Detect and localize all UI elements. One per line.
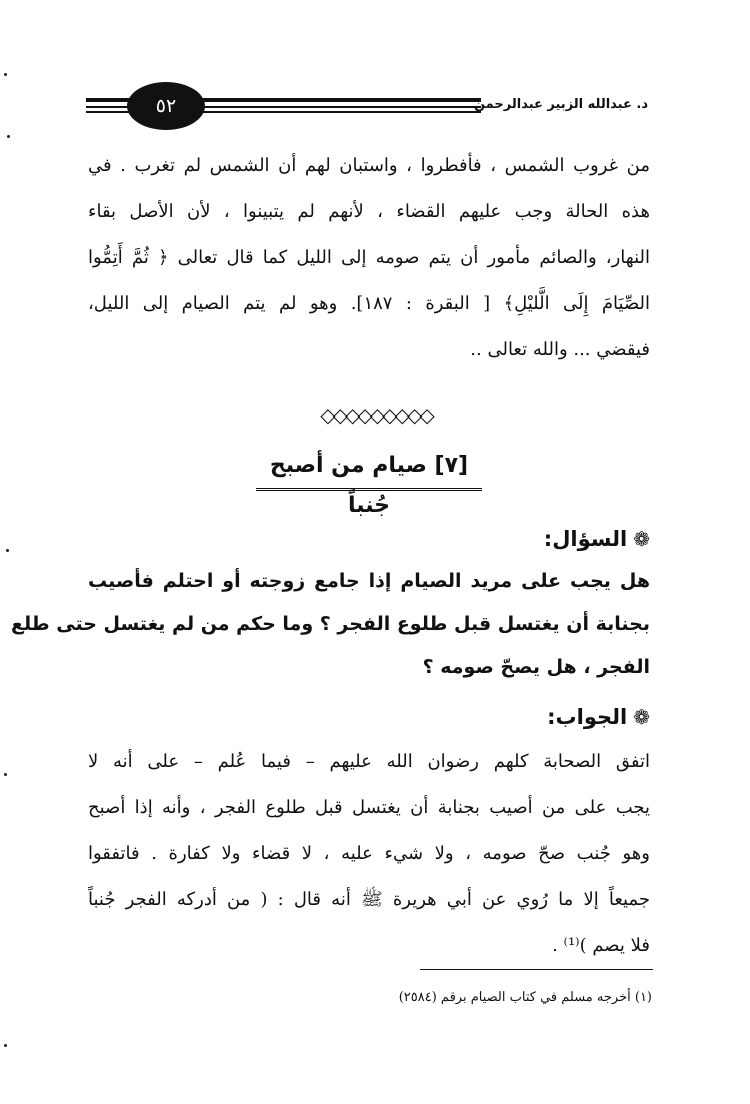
footnote: (١) أخرجه مسلم في كتاب الصيام برقم (٢٥٨٤) [398,990,652,1005]
section-title: [٧] صيام من أصبح جُنباً [256,446,482,491]
section-divider-ornament: ◇◇◇◇◇◇◇◇◇ [320,403,432,427]
question-line: بجنابة أن يغتسل قبل طلوع الفجر ؟ وما حكم من لم يغتسل حتى طلع [10,613,650,635]
page-number-badge: ٥٢ [127,82,205,130]
scan-speck [4,1044,7,1047]
text-line: يجب على من أصيب بجنابة أن يغتسل قبل طلوع الفجر ، وأنه إذا أصبح [88,797,650,818]
flower-ornament-icon: ❁ [633,527,650,551]
text-line: من غروب الشمس ، فأفطروا ، واستبان لهم أن الشمس لم تغرب . في [88,155,650,176]
scan-speck [4,773,7,776]
question-line: الفجر ، هل يصحّ صومه ؟ [422,656,650,678]
text-line: اتفق الصحابة كلهم رضوان الله عليهم – فيما عُلم – على أنه لا [88,751,650,772]
flower-ornament-icon: ❁ [633,705,650,729]
scan-speck [4,73,7,76]
text-line: فيقضي ... والله تعالى .. [470,339,650,360]
question-heading [544,522,650,556]
scan-speck [6,549,9,552]
text-line: وهو جُنب صحّ صومه ، ولا شيء عليه ، لا قضاء ولا كفارة . فاتفقوا [88,843,650,864]
answer-paragraph [88,739,650,969]
text-line: النهار، والصائم مأمور أن يتم صومه إلى الليل كما قال تعالى ﴿ ثُمَّ أَتِمُّوا [88,247,650,268]
text-line: هذه الحالة وجب عليهم القضاء ، لأنهم لم يتبينوا ، لأن الأصل بقاء [88,201,650,222]
text-line: الصِّيَامَ إِلَى الَّليْلِ﴾ [ البقرة : ١٨٧]. وهو لم يتم الصيام إلى الليل، [88,293,651,314]
intro-paragraph [88,143,650,373]
question-label: السؤال: [543,527,628,551]
footnote-rule [420,969,653,970]
text-line: فلا يصم )⁽¹⁾ . [552,935,650,956]
answer-label: الجواب: [547,705,628,729]
scan-speck [7,135,10,138]
question-text [10,560,650,689]
question-line: هل يجب على مريد الصيام إذا جامع زوجته أو احتلم فأصيب [88,570,650,592]
running-head-author: د. عبدالله الزبير عبدالرحمن [473,97,648,112]
text-line: جميعاً إلا ما رُوي عن أبي هريرة ﷺ أنه قال : ( من أدركه الفجر جُنباً [88,889,650,910]
answer-heading [547,700,650,734]
